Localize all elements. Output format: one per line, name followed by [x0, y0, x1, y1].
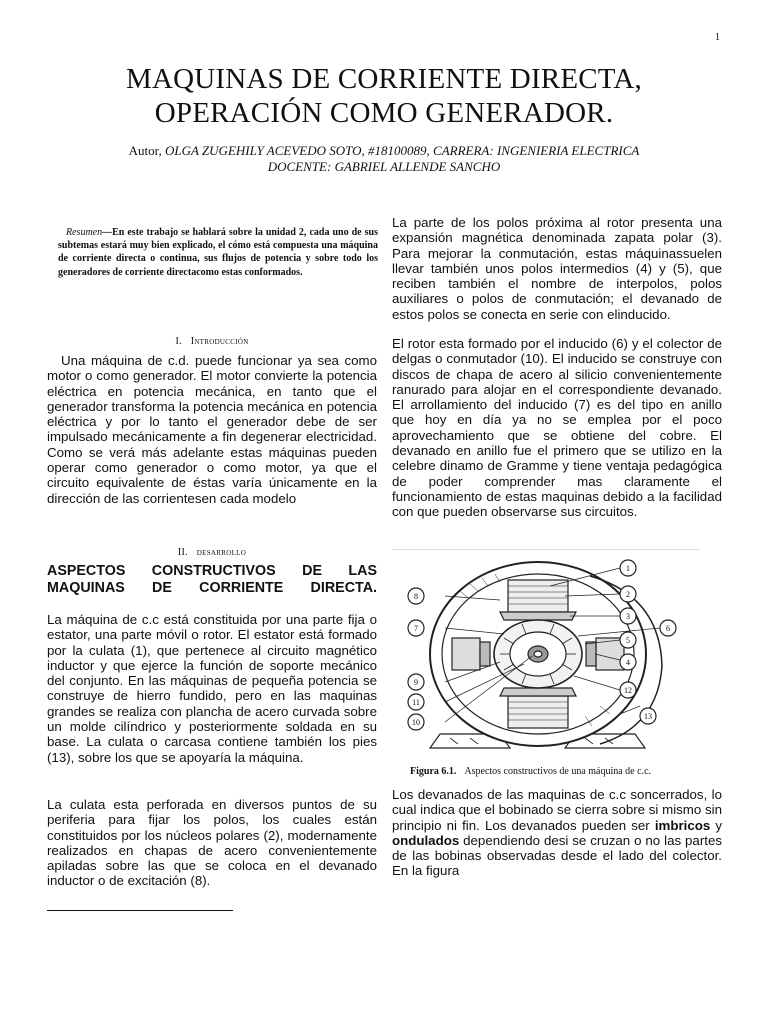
callout-8: 8: [414, 592, 418, 601]
figure-label: Figura 6.1.: [410, 766, 457, 777]
intro-paragraph: Una máquina de c.d. puede funcionar ya sea como motor o como generador. El motor convierte la potencia eléctrica en potencia mecánica, en tanto que el generador transforma la potencia mecánica en potencia eléctrica y por lo tanto el generador debe de ser impulsado mecánicamente a fin degenerar electricidad. Como se verá más adelante estas máquinas pueden operar como generador o como motor, ya que el circuito equivalente de éstas varía únicamente en la dirección de las corrientesen cada modelo: [47, 353, 377, 506]
author-name: OLGA ZUGEHILY ACEVEDO SOTO, #18100089, CARRERA: INGENIERIA ELECTRICA: [164, 143, 640, 158]
polos-paragraph: La culata esta perforada en diversos puntos de su periferia para fijar los polos, los cuales están constituidos por los núcleos polares (2), modernamente realizados en chapas de acero convenientemente apiladas sobre las que se coloca en el devanado inductor o de excitación (8).: [47, 797, 377, 889]
figure-top-rule: [392, 549, 700, 550]
advisor-name: DOCENTE: GABRIEL ALLENDE SANCHO: [267, 159, 501, 174]
callout-9: 9: [414, 678, 418, 687]
section-heading-introduccion: [47, 336, 377, 347]
aspects-heading: ASPECTOS CONSTRUCTIVOS DE LAS MAQUINAS DE CORRIENTE DIRECTA.: [47, 563, 377, 596]
callout-1: 1: [626, 564, 630, 573]
author-line-1: [0, 143, 768, 159]
interpole-right: [596, 638, 624, 670]
right-paragraph-1: La parte de los polos próxima al rotor presenta una expansión magnética denominada zapata polar (3). Para mejorar la conmutación, estas máquinassuelen llevar también unos polos intermedios (4) y (5), que reciben también el nombre de interpolos, polos auxiliares o polos de conmutación; el devanado de estos polos se conecta en serie con elinducido.: [392, 215, 722, 322]
abstract-text: —En este trabajo se hablará sobre la unidad 2, cada uno de sus subtemas estará muy bien explicado, el cómo está compuesta una máquina de corriente directa o continua, sus flujos de potencia y sobre todo los generadores de corriente directacomo estas conformados.: [58, 227, 378, 278]
callout-12: 12: [624, 686, 632, 695]
callout-3: 3: [626, 612, 630, 621]
windings-paragraph: [392, 787, 722, 879]
section-number: II.: [177, 547, 188, 558]
section-title: desarrollo: [196, 547, 247, 558]
page-number: 1: [715, 32, 720, 43]
author-prefix: Autor,: [128, 143, 165, 158]
windings-text-2: y: [710, 817, 723, 833]
culata-paragraph: La máquina de c.c está constituida por una parte fija o estator, una parte móvil o rotor. El estator está formado por la culata (1), que pertenece al circuito magnético inductor y que ejerce la función de soporte mecánico del conjunto. En las máquinas de pequeña potencia se construye de hierro fundido, pero en las maquinas grandes se realiza con plancha de acero curvada sobre un molde cilíndrico y posteriormente soldada en su base. La culata o carcasa contiene también los pies (13), sobre los que se apoyaría la máquina.: [47, 612, 377, 765]
title-line-2: OPERACIÓN COMO GENERADOR.: [154, 97, 614, 129]
figure-caption-text: Aspectos constructivos de una máquina de c.c.: [464, 766, 652, 777]
callout-11: 11: [412, 698, 420, 707]
callout-4: 4: [626, 658, 630, 667]
author-line-2: [0, 159, 768, 175]
section-title: Introducción: [190, 336, 249, 347]
section-heading-desarrollo: [47, 547, 377, 558]
right-paragraph-2: El rotor esta formado por el inducido (6) y el colector de delgas o conmutador (10). El inducido se construye con discos de chapa de acero al silicio convenientemente ranurado para alojar en el correspondiente devanado. El arrollamiento del inducido (7) es del tipo en anillo que hoy en día ya no se emplea por el poco aprovechamiento que se obtiene del cobre. El devanado en anillo fue el primero que se utilizo en la celebre dinamo de Gramme y tiene ventaja pedagógica de poder comprender mas claramente el funcionamiento de estas maquinas debido a la facilidad con que pueden observarse sus circuitos.: [392, 336, 722, 520]
footnote-rule: [47, 910, 233, 911]
windings-term-imbricos: imbricos: [654, 817, 711, 833]
interpole-left: [452, 638, 480, 670]
title-line-1: MAQUINAS DE CORRIENTE DIRECTA,: [126, 63, 642, 95]
callout-7: 7: [414, 624, 418, 633]
windings-text-3: dependiendo desi se cruzan o no las partes de las bobinas observadas desde el lado del colector. En la figura: [392, 832, 722, 879]
callout-13: 13: [644, 712, 652, 721]
dc-machine-figure: [400, 556, 700, 756]
callout-5: 5: [626, 636, 630, 645]
pole-shoe-top: [500, 612, 576, 620]
abstract-lead: Resumen: [66, 227, 103, 238]
paper-title: [0, 62, 768, 130]
section-number: I.: [175, 336, 182, 347]
callout-2: 2: [626, 590, 630, 599]
author-block: [0, 143, 768, 175]
callout-10: 10: [412, 718, 420, 727]
abstract: [58, 226, 378, 279]
windings-text-1: Los devanados de las maquinas de c.c soncerrados, lo cual indica que el bobinado se cierra sobre si mismo sin principio ni fin. Los devanados pueden ser: [392, 787, 722, 833]
callout-6: 6: [666, 624, 670, 633]
pole-bottom: [508, 696, 568, 728]
pole-shoe-bottom: [500, 688, 576, 696]
windings-term-ondulados: ondulados: [392, 832, 460, 848]
figure-caption: [410, 766, 710, 777]
pole-top: [508, 580, 568, 612]
